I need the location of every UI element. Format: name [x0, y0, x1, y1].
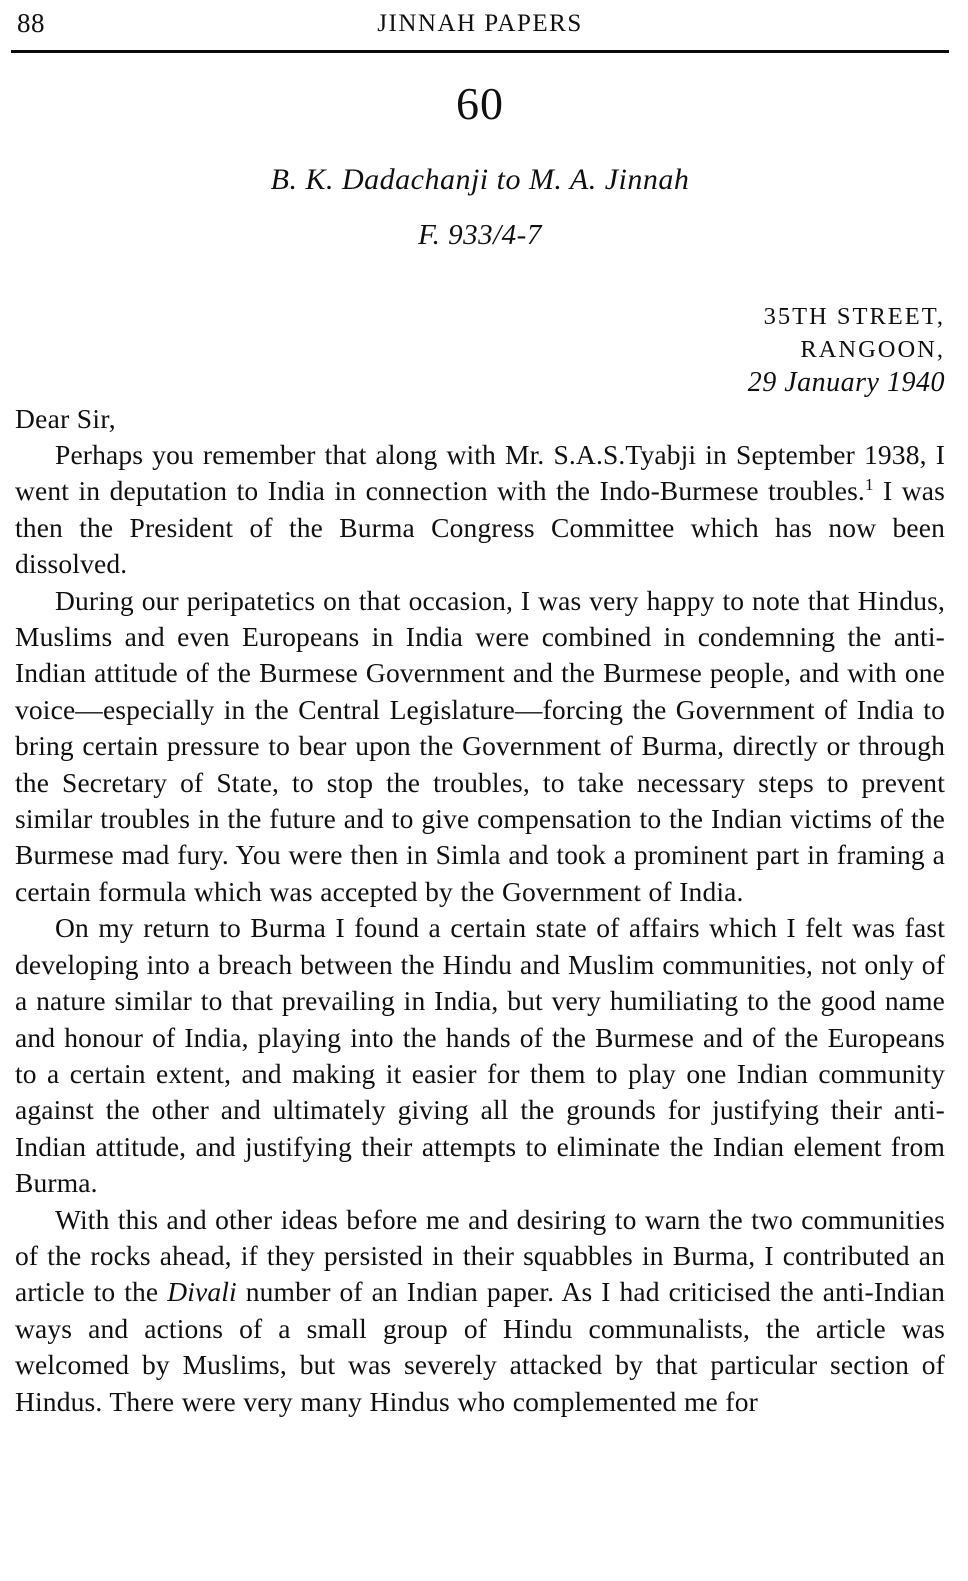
letter-paragraph	[15, 437, 945, 583]
page-number: 88	[17, 8, 45, 38]
text-segment: With this and other ideas before me and desiring to warn the two communities of the rocks ahead, if they persisted in their squabbles in Burma, I contributed an article to the	[15, 1203, 945, 1308]
letter-body	[15, 437, 945, 1420]
text-segment: During our peripatetics on that occasion, I was very happy to note that Hindus, Muslims and even Europeans in India were combined in condemning the anti-Indian attitude of the Burmese Government and the Burmese people, and with one voice—especially in the Central Legislature—forcing the Government of India to bring certain pressure to bear upon the Government of Burma, directly or through the Secretary of State, to stop the troubles, to take necessary steps to prevent similar troubles in the future and to give compensation to the Indian victims of the Burmese mad fury. You were then in Simla and took a prominent part in framing a certain formula which was accepted by the Government of India.	[15, 584, 945, 907]
address-line-street: 35TH STREET,	[763, 303, 945, 330]
letter-paragraph	[15, 910, 945, 1201]
header-rule	[11, 50, 949, 53]
running-header	[15, 8, 945, 48]
footnote-marker: 1	[864, 475, 874, 495]
document-number: 60	[456, 78, 504, 129]
salutation: Dear Sir,	[15, 403, 116, 434]
running-title: JINNAH PAPERS	[377, 10, 583, 37]
letter-paragraph	[15, 1202, 945, 1420]
document-heading: B. K. Dadachanji to M. A. Jinnah	[270, 163, 690, 196]
address-block	[15, 300, 945, 399]
letter-paragraph	[15, 583, 945, 911]
text-segment: On my return to Burma I found a certain state of affairs which I felt was fast developing into a breach between the Hindu and Muslim communities, not only of a nature similar to that prevailing in India, but very humiliating to the good name and honour of India, playing into the hands of the Burmese and of the Europeans to a certain extent, and making it easier for them to play one Indian community against the other and ultimately giving all the grounds for justifying their anti-Indian attitude, and justifying their attempts to eliminate the Indian element from Burma.	[15, 912, 945, 1199]
text-segment: number of an Indian paper. As I had criticised the anti-Indian ways and actions of a small group of Hindu communalists, the article was welcomed by Muslims, but was severely attacked by that particular section of Hindus. There were very many Hindus who complemented me for	[15, 1276, 945, 1417]
document-file-reference: F. 933/4-7	[418, 219, 542, 251]
text-segment-italic: Divali	[167, 1276, 237, 1308]
text-segment: Perhaps you remember that along with Mr. S.A.S.Tyabji in September 1938, I went in deputation to India in connection with the Indo-Burmese troubles.	[15, 439, 945, 507]
address-line-city: RANGOON,	[800, 336, 945, 363]
letter-date: 29 January 1940	[747, 367, 945, 398]
text-segment: I was then the President of the Burma Congress Committee which has now been dissolved.	[15, 475, 946, 580]
